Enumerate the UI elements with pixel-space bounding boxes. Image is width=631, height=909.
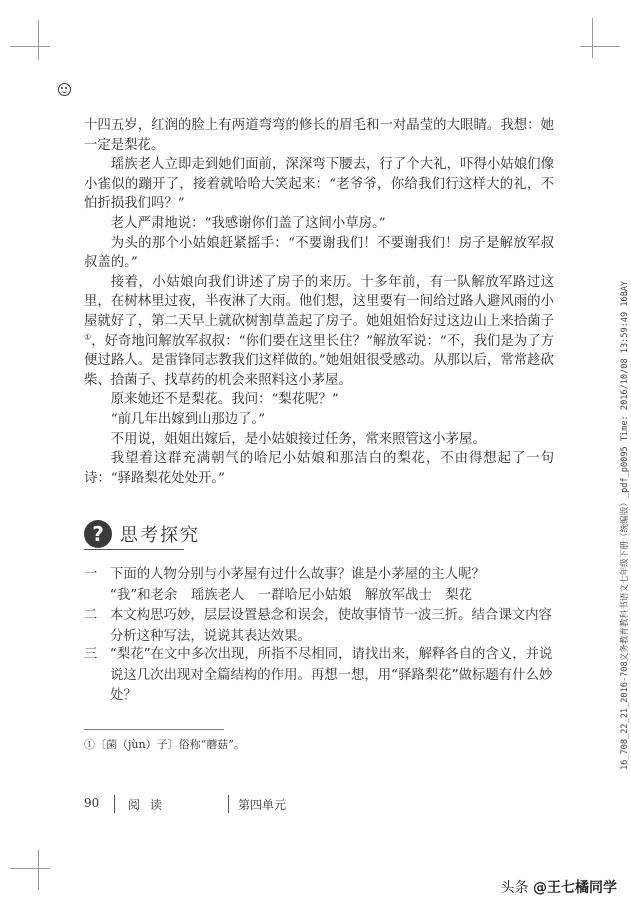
paragraph-text: 接着，小姑娘向我们讲述了房子的来历。十多年前，有一队解放军路过这里，在树林里过夜，半夜淋了大雨。他们想，这里要有一间给过路人避风雨的小屋就好了，第二天早上就砍树割草盖起了房子。她姐姐恰好过这边山上来拾菌子 [84, 274, 554, 329]
crop-mark [580, 46, 620, 47]
question-number: 一 [84, 567, 98, 582]
footer-divider [228, 795, 229, 813]
question-text: “梨花”在文中多次出现，所指不尽相同，请找出来，解释各自的含义，并说说这几次出现对全篇结构的作用。再想一想，用“驿路梨花”做标题有什么妙处？ [110, 647, 553, 703]
question-text: 下面的人物分别与小茅屋有过什么故事？谁是小茅屋的主人呢？ [110, 567, 485, 582]
question-item [84, 645, 554, 707]
crop-mark [10, 46, 50, 47]
crop-mark [10, 868, 50, 869]
paragraph: 我望着这群充满朝气的哈尼小姑娘和那洁白的梨花，不由得想起了一句诗：“驿路梨花处处开。” [84, 451, 554, 486]
footer-right-label: 第四单元 [238, 798, 287, 812]
question-mark-icon: ? [84, 520, 112, 548]
paragraph [84, 273, 554, 391]
footer-left-label: 阅 读 [128, 798, 165, 812]
crop-mark [592, 18, 593, 58]
footer-divider [114, 795, 115, 813]
footnote: ①〔菌（jùn）子〕俗称“蘑菇”。 [84, 738, 245, 751]
paragraph: 为头的那个小姑娘赶紧摇手：“不要谢我们！不要谢我们！房子是解放军叔叔盖的。” [84, 235, 554, 271]
watermark [501, 877, 617, 897]
story-text [84, 116, 554, 488]
question-item [84, 565, 554, 606]
footnote-divider [84, 729, 224, 730]
section-underline [84, 549, 184, 550]
question-number: 三 [84, 647, 98, 662]
paragraph: “前几年出嫁到山那边了。” [110, 411, 266, 427]
watermark-prefix: 头条 [500, 880, 529, 896]
print-slug [604, 250, 630, 770]
section-title: 思考探究 [120, 525, 200, 546]
crop-mark [38, 20, 39, 60]
paragraph: 瑶族老人立即走到她们面前，深深弯下腰去，行了个大礼，吓得小姑娘们像小雀似的蹦开了，接着就哈哈大笑起来：“老爷爷，你给我们行这样大的礼，不怕折损我们吗？” [84, 157, 554, 212]
page-number: 90 [84, 796, 100, 810]
paragraph: 不用说，姐姐出嫁后，是小姑娘接过任务，常来照管这小茅屋。 [110, 431, 486, 447]
question-subtext: “我”和老余 瑶族老人 一群哈尼小姑娘 解放军战士 梨花 [110, 587, 473, 603]
watermark-handle: @王七橘同学 [533, 880, 617, 896]
smiley-icon [58, 83, 71, 96]
paragraph: 十四五岁，红润的脸上有两道弯弯的修长的眉毛和一对晶莹的大眼睛。我想：她一定是梨花。 [84, 118, 554, 153]
paragraph: 老人严肃地说：“我感谢你们盖了这间小草房。” [110, 215, 386, 231]
question-text: 本文构思巧妙，层层设置悬念和误会，使故事情节一波三折。结合课文内容分析这种写法，说说其表达效果。 [110, 608, 552, 644]
question-item [84, 606, 554, 647]
paragraph-text: ，好奇地问解放军叔叔：“你们要在这里长住？”解放军说：“不，我们是为了方便过路人。是雷锋同志教我们这样做的。”她姐姐很受感动。从那以后，常常趁砍柴、拾菌子、找草药的机会来照料这小茅屋。 [84, 333, 554, 388]
footnote-marker: ① [84, 332, 92, 342]
print-slug-text: 16_708_22_21_2016-708义务教育教科书语文七年级下册（统编版）_pdf_p0095 Time: 2016/10/08 13:59:49 16BAY [620, 280, 630, 770]
section-header [84, 520, 200, 548]
paragraph: 原来她还不是梨花。我问：“梨花呢？” [110, 392, 339, 408]
crop-mark [38, 850, 39, 890]
question-number: 二 [84, 608, 98, 623]
